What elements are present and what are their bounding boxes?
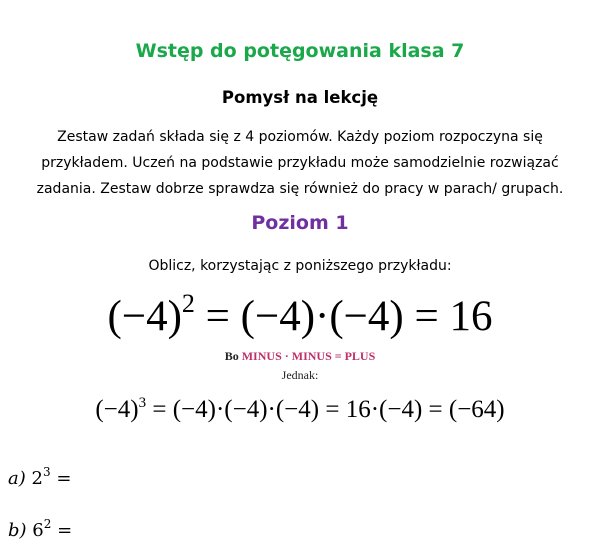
example-equation-squared xyxy=(0,289,600,341)
task-equals: = xyxy=(50,468,72,489)
task-a xyxy=(8,465,72,489)
intro-line: przykładem. Uczeń na podstawie przykładu może samodzielnie rozwiązać xyxy=(41,155,559,171)
task-b xyxy=(8,517,73,541)
task-label: a) xyxy=(8,468,26,489)
example-equation-cubed xyxy=(0,396,600,424)
sign-rule-note xyxy=(0,349,600,364)
eq2-rest: = (−4)·(−4)·(−4) = 16·(−4) = (−64) xyxy=(146,396,505,423)
level-heading: Poziom 1 xyxy=(251,212,349,234)
instruction-text: Oblicz, korzystając z poniższego przykładu: xyxy=(148,258,452,274)
page-title: Wstęp do potęgowania klasa 7 xyxy=(135,40,465,62)
task-exponent: 2 xyxy=(43,517,52,531)
however-label: Jednak: xyxy=(281,368,319,382)
task-base: 6 xyxy=(32,520,44,541)
eq2-exponent: 3 xyxy=(138,395,147,411)
intro-line: zadania. Zestaw dobrze sprawdza się również do pracy w parach/ grupach. xyxy=(36,181,564,197)
task-exponent: 3 xyxy=(42,465,51,479)
sign-rule: MINUS · MINUS = PLUS xyxy=(241,349,376,363)
task-base: 2 xyxy=(31,468,43,489)
intro-paragraph xyxy=(20,124,580,202)
task-label: b) xyxy=(8,520,27,541)
note-prefix: Bo xyxy=(224,349,242,363)
lesson-idea-heading: Pomysł na lekcję xyxy=(221,88,379,107)
eq1-exponent: 2 xyxy=(181,289,195,318)
task-equals: = xyxy=(51,520,73,541)
eq2-base: (−4) xyxy=(95,396,139,423)
intro-line: Zestaw zadań składa się z 4 poziomów. Każdy poziom rozpoczyna się xyxy=(57,129,543,145)
eq1-base: (−4) xyxy=(107,293,182,340)
eq1-rest: = (−4)·(−4) = 16 xyxy=(194,293,493,340)
